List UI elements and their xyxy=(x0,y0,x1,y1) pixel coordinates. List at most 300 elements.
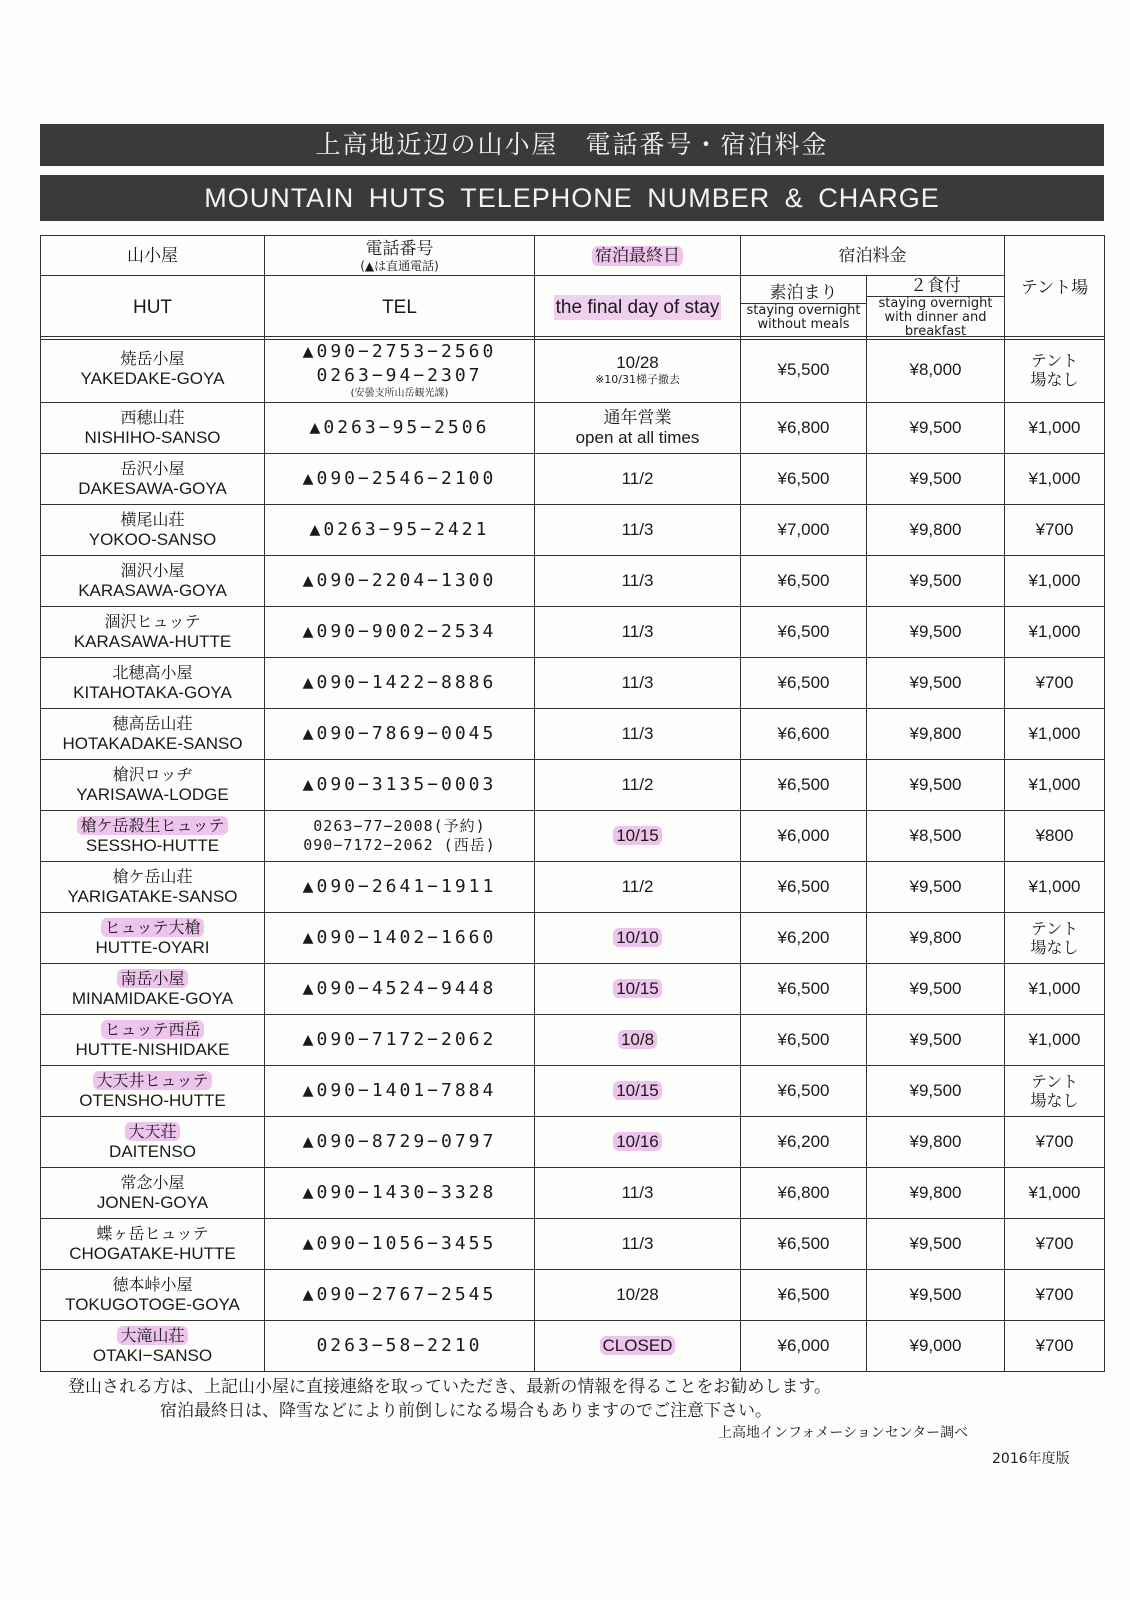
final-day-cell xyxy=(535,658,741,709)
header-hut-jp: 山小屋 xyxy=(41,236,265,276)
final-day-cell xyxy=(535,811,741,862)
no-meals-charge: ¥6,600 xyxy=(777,724,830,743)
hut-name-en: YAKEDAKE-GOYA xyxy=(80,369,225,388)
no-meals-charge: ¥6,200 xyxy=(777,928,830,947)
hut-name-jp: 徳本峠小屋 xyxy=(112,1274,193,1294)
tent-charge: ¥1,000 xyxy=(1028,418,1081,437)
table-row xyxy=(41,337,1105,403)
table-row xyxy=(41,403,1105,454)
no-meals-charge-cell xyxy=(741,1015,867,1066)
meals-charge: ¥9,500 xyxy=(909,469,962,488)
no-meals-charge: ¥5,500 xyxy=(777,359,830,379)
final-day-cell xyxy=(535,1168,741,1219)
tel-number: ▲090−2641−1911 xyxy=(302,876,497,897)
tent-cell xyxy=(1005,913,1105,964)
tent-charge: ¥700 xyxy=(1035,673,1074,692)
hut-name-jp: 横尾山荘 xyxy=(120,509,185,529)
hut-name-jp: 蝶ヶ岳ヒュッテ xyxy=(96,1223,209,1243)
meals-charge-cell xyxy=(867,1321,1005,1372)
tent-cell xyxy=(1005,658,1105,709)
final-day: 11/2 xyxy=(621,775,654,794)
tent-charge: ¥1,000 xyxy=(1028,979,1081,998)
meals-charge: ¥9,000 xyxy=(909,1336,962,1355)
no-meals-charge-cell xyxy=(741,337,867,403)
tel-cell xyxy=(265,1168,535,1219)
meals-charge: ¥9,500 xyxy=(909,877,962,896)
hut-name-cell xyxy=(41,1168,265,1219)
tent-charge: ¥1,000 xyxy=(1028,571,1081,590)
tel-number: ▲090−2767−2545 xyxy=(302,1284,497,1305)
meals-charge-cell xyxy=(867,454,1005,505)
final-day-cell xyxy=(535,454,741,505)
no-meals-charge-cell xyxy=(741,709,867,760)
tent-charge: ¥800 xyxy=(1035,826,1074,845)
tent-cell xyxy=(1005,1117,1105,1168)
tel-number: ▲090−1422−8886 xyxy=(302,672,497,693)
final-day-cell xyxy=(535,556,741,607)
tent-cell xyxy=(1005,964,1105,1015)
final-day-cell xyxy=(535,862,741,913)
tel-number: ▲090−1056−3455 xyxy=(302,1233,497,1254)
final-day: 10/15 xyxy=(613,1081,662,1100)
tel-cell xyxy=(265,1117,535,1168)
final-day: 11/3 xyxy=(621,673,654,692)
final-day-cell xyxy=(535,1015,741,1066)
table-row xyxy=(41,1066,1105,1117)
no-meals-charge: ¥6,500 xyxy=(777,1030,830,1049)
no-meals-charge: ¥6,500 xyxy=(777,622,830,641)
final-day-note: open at all times xyxy=(575,428,700,447)
hut-name-en: KARASAWA-HUTTE xyxy=(73,631,232,651)
hut-name-en: JONEN-GOYA xyxy=(96,1192,209,1212)
no-meals-charge-cell xyxy=(741,607,867,658)
final-day: 11/3 xyxy=(621,571,654,590)
tel-number: ▲090−3135−0003 xyxy=(302,774,497,795)
no-meals-charge-cell xyxy=(741,862,867,913)
meals-charge: ¥9,500 xyxy=(909,1081,962,1100)
meals-charge: ¥9,500 xyxy=(909,673,962,692)
final-day: 11/3 xyxy=(621,1234,654,1253)
final-day: 10/8 xyxy=(618,1030,657,1049)
final-day-cell xyxy=(535,1117,741,1168)
hut-name-en: KARASAWA-GOYA xyxy=(78,580,227,600)
meals-charge: ¥9,800 xyxy=(909,520,962,539)
table-row xyxy=(41,607,1105,658)
meals-charge-cell xyxy=(867,1117,1005,1168)
no-meals-charge: ¥6,000 xyxy=(777,1336,830,1355)
tel-number: ▲090−4524−9448 xyxy=(302,978,497,999)
table-row xyxy=(41,556,1105,607)
table-row xyxy=(41,1219,1105,1270)
no-meals-charge: ¥6,000 xyxy=(777,826,830,845)
no-meals-charge: ¥6,200 xyxy=(777,1132,830,1151)
final-day-cell xyxy=(535,964,741,1015)
hut-name-cell xyxy=(41,1015,265,1066)
hut-name-jp: 北穂高小屋 xyxy=(112,662,193,682)
final-day: 11/3 xyxy=(621,622,654,641)
header-no-meals: 素泊まり staying overnight without meals xyxy=(741,276,867,340)
tent-charge: ¥1,000 xyxy=(1028,775,1081,794)
no-meals-charge: ¥7,000 xyxy=(777,520,830,539)
hut-name-cell xyxy=(41,760,265,811)
no-meals-charge-cell xyxy=(741,1066,867,1117)
tent-cell xyxy=(1005,709,1105,760)
tent-charge: テント場なし xyxy=(1030,350,1079,389)
no-meals-charge-cell xyxy=(741,1270,867,1321)
tent-charge: ¥700 xyxy=(1035,1234,1074,1253)
header-table xyxy=(40,235,1105,340)
no-meals-charge: ¥6,500 xyxy=(777,1234,830,1253)
huts-table xyxy=(40,336,1105,1372)
hut-name-en: YARIGATAKE-SANSO xyxy=(67,886,238,906)
tent-charge: ¥1,000 xyxy=(1028,877,1081,896)
tel-number: ▲090−1401−7884 xyxy=(302,1080,497,1101)
no-meals-charge: ¥6,500 xyxy=(777,775,830,794)
tel-cell xyxy=(265,556,535,607)
meals-charge-cell xyxy=(867,913,1005,964)
tel-note: (安曇支所山岳観光課) xyxy=(350,387,449,399)
meals-charge: ¥9,800 xyxy=(909,1132,962,1151)
tel-number: 0263−77−2008(予約) xyxy=(313,817,486,835)
tent-cell xyxy=(1005,1015,1105,1066)
hut-name-en: OTAKI−SANSO xyxy=(92,1345,213,1365)
hut-name-jp: 大天荘 xyxy=(125,1122,179,1141)
tent-charge: ¥700 xyxy=(1035,1132,1074,1151)
meals-charge: ¥8,000 xyxy=(909,359,962,379)
hut-name-jp: 岳沢小屋 xyxy=(120,458,185,478)
tent-charge: ¥700 xyxy=(1035,1285,1074,1304)
final-day: 10/16 xyxy=(613,1132,662,1151)
tel-cell xyxy=(265,454,535,505)
table-row xyxy=(41,1015,1105,1066)
meals-charge-cell xyxy=(867,658,1005,709)
tent-cell xyxy=(1005,454,1105,505)
hut-name-jp: 槍ケ岳殺生ヒュッテ xyxy=(77,816,227,835)
hut-name-jp: 穂高岳山荘 xyxy=(112,713,193,733)
no-meals-charge: ¥6,500 xyxy=(777,1081,830,1100)
table-row xyxy=(41,1321,1105,1372)
tel-cell xyxy=(265,607,535,658)
meals-charge: ¥9,800 xyxy=(909,928,962,947)
tel-number: ▲0263−95−2506 xyxy=(309,417,490,438)
hut-name-en: DAKESAWA-GOYA xyxy=(78,478,227,498)
meals-charge: ¥9,500 xyxy=(909,979,962,998)
no-meals-charge: ¥6,500 xyxy=(777,571,830,590)
final-day: 10/15 xyxy=(613,826,662,845)
meals-charge: ¥9,500 xyxy=(909,418,962,437)
hut-name-jp: 大天井ヒュッテ xyxy=(93,1071,211,1090)
tent-cell xyxy=(1005,556,1105,607)
hut-name-cell xyxy=(41,454,265,505)
tel-cell xyxy=(265,811,535,862)
tel-number: ▲090−7172−2062 xyxy=(302,1029,497,1050)
no-meals-charge-cell xyxy=(741,556,867,607)
tent-cell xyxy=(1005,1168,1105,1219)
final-day: 10/28 xyxy=(616,1285,659,1304)
header-tent-jp: テント場 xyxy=(1005,236,1105,340)
hut-name-cell xyxy=(41,1219,265,1270)
hut-name-jp: ヒュッテ大槍 xyxy=(101,918,203,937)
meals-charge-cell xyxy=(867,760,1005,811)
header-charge-jp: 宿泊料金 xyxy=(741,236,1005,276)
hut-name-cell xyxy=(41,1321,265,1372)
meals-charge-cell xyxy=(867,964,1005,1015)
table-row xyxy=(41,862,1105,913)
no-meals-charge: ¥6,500 xyxy=(777,673,830,692)
table-row xyxy=(41,505,1105,556)
meals-charge-cell xyxy=(867,505,1005,556)
header-tel-jp: 電話番号 (▲は直通電話) xyxy=(265,236,535,276)
hut-name-en: MINAMIDAKE-GOYA xyxy=(71,988,234,1008)
tel-number: ▲090−2753−2560 xyxy=(302,340,497,362)
tel-number: ▲0263−95−2421 xyxy=(309,519,490,540)
hut-name-en: KITAHOTAKA-GOYA xyxy=(73,682,232,702)
table-row xyxy=(41,913,1105,964)
no-meals-charge-cell xyxy=(741,811,867,862)
tent-cell xyxy=(1005,1219,1105,1270)
no-meals-charge-cell xyxy=(741,760,867,811)
table-row xyxy=(41,658,1105,709)
meals-charge-cell xyxy=(867,862,1005,913)
table-row xyxy=(41,811,1105,862)
meals-charge: ¥9,500 xyxy=(909,571,962,590)
hut-name-cell xyxy=(41,811,265,862)
header-final-jp: 宿泊最終日 xyxy=(535,236,741,276)
hut-name-jp: ヒュッテ西岳 xyxy=(101,1020,203,1039)
meals-charge: ¥9,500 xyxy=(909,622,962,641)
tent-cell xyxy=(1005,505,1105,556)
tel-cell xyxy=(265,964,535,1015)
tent-cell xyxy=(1005,760,1105,811)
hut-name-jp: 西穂山荘 xyxy=(120,407,185,427)
tent-cell xyxy=(1005,1270,1105,1321)
meals-charge: ¥8,500 xyxy=(909,826,962,845)
final-day-cell xyxy=(535,403,741,454)
tent-cell xyxy=(1005,1066,1105,1117)
hut-name-cell xyxy=(41,337,265,403)
hut-name-jp: 槍ケ岳山荘 xyxy=(112,866,193,886)
hut-name-en: TOKUGOTOGE-GOYA xyxy=(65,1294,240,1314)
final-day-cell xyxy=(535,760,741,811)
tent-charge: ¥700 xyxy=(1035,1336,1074,1355)
tent-cell xyxy=(1005,1321,1105,1372)
no-meals-charge-cell xyxy=(741,1219,867,1270)
tel-number: ▲090−2546−2100 xyxy=(302,468,497,489)
final-day: 通年営業 xyxy=(603,408,672,427)
final-day: 11/2 xyxy=(621,469,654,488)
meals-charge-cell xyxy=(867,811,1005,862)
tel-cell xyxy=(265,862,535,913)
no-meals-charge: ¥6,500 xyxy=(777,877,830,896)
footer-source: 上高地インフォメーションセンター調べ xyxy=(718,1425,969,1441)
tent-charge: テント場なし xyxy=(1030,1072,1079,1110)
no-meals-charge: ¥6,500 xyxy=(777,469,830,488)
meals-charge: ¥9,500 xyxy=(909,1030,962,1049)
tel-cell xyxy=(265,1066,535,1117)
hut-name-cell xyxy=(41,658,265,709)
tel-cell xyxy=(265,337,535,403)
tel-number: ▲090−1402−1660 xyxy=(302,927,497,948)
tel-number: ▲090−2204−1300 xyxy=(302,570,497,591)
header-meals: ２食付 staying overnight with dinner and breakfast xyxy=(867,276,1005,340)
hut-name-cell xyxy=(41,556,265,607)
header-hut-en: HUT xyxy=(41,276,265,340)
tel-cell xyxy=(265,709,535,760)
tel-cell xyxy=(265,1321,535,1372)
no-meals-charge-cell xyxy=(741,913,867,964)
meals-charge: ¥9,500 xyxy=(909,775,962,794)
no-meals-charge-cell xyxy=(741,964,867,1015)
meals-charge: ¥9,500 xyxy=(909,1234,962,1253)
tel-cell xyxy=(265,1270,535,1321)
final-day-cell xyxy=(535,1066,741,1117)
hut-name-jp: 涸沢小屋 xyxy=(120,560,185,580)
table-row xyxy=(41,1168,1105,1219)
tel-cell xyxy=(265,913,535,964)
table-row xyxy=(41,1270,1105,1321)
tel-number: ▲090−9002−2534 xyxy=(302,621,497,642)
no-meals-charge-cell xyxy=(741,1168,867,1219)
meals-charge-cell xyxy=(867,607,1005,658)
final-day-note: ※10/31梯子撤去 xyxy=(595,373,680,386)
tent-charge: ¥1,000 xyxy=(1028,1030,1081,1049)
no-meals-charge: ¥6,800 xyxy=(777,418,830,437)
hut-name-en: HUTTE-OYARI xyxy=(95,937,210,957)
meals-charge: ¥9,800 xyxy=(909,724,962,743)
table-row xyxy=(41,709,1105,760)
hut-name-jp: 南岳小屋 xyxy=(117,969,187,988)
final-day-cell xyxy=(535,1270,741,1321)
final-day: 11/3 xyxy=(621,1183,654,1202)
meals-charge-cell xyxy=(867,1015,1005,1066)
tel-cell xyxy=(265,1219,535,1270)
tel-number: ▲090−1430−3328 xyxy=(302,1182,497,1203)
tel-number: ▲090−7869−0045 xyxy=(302,723,497,744)
hut-name-en: NISHIHO-SANSO xyxy=(84,427,221,447)
hut-name-jp: 大滝山荘 xyxy=(117,1326,187,1345)
final-day: 11/3 xyxy=(621,724,654,743)
final-day-cell xyxy=(535,1321,741,1372)
hut-name-en: SESSHO-HUTTE xyxy=(85,835,220,855)
title-en: MOUNTAIN HUTS TELEPHONE NUMBER & CHARGE xyxy=(40,175,1104,221)
hut-name-cell xyxy=(41,403,265,454)
tent-charge: ¥700 xyxy=(1035,520,1074,539)
hut-name-cell xyxy=(41,862,265,913)
no-meals-charge-cell xyxy=(741,454,867,505)
hut-name-cell xyxy=(41,913,265,964)
final-day-cell xyxy=(535,1219,741,1270)
tent-charge: ¥1,000 xyxy=(1028,724,1081,743)
final-day: 11/2 xyxy=(621,877,654,896)
hut-name-cell xyxy=(41,1117,265,1168)
tent-charge: ¥1,000 xyxy=(1028,469,1081,488)
hut-name-en: DAITENSO xyxy=(109,1141,196,1161)
meals-charge-cell xyxy=(867,1270,1005,1321)
final-day: 10/15 xyxy=(613,979,662,998)
final-day-cell xyxy=(535,607,741,658)
no-meals-charge: ¥6,500 xyxy=(777,1285,830,1304)
title-jp: 上高地近辺の山小屋 電話番号・宿泊料金 xyxy=(40,124,1104,166)
meals-charge-cell xyxy=(867,403,1005,454)
tent-charge: ¥1,000 xyxy=(1028,1183,1081,1202)
footer-note-1: 登山される方は、上記山小屋に直接連絡を取っていただき、最新の情報を得ることをお勧めします。 xyxy=(68,1377,831,1397)
final-day: 10/28 xyxy=(616,353,659,372)
tel-cell xyxy=(265,658,535,709)
final-day: 10/10 xyxy=(613,928,662,947)
tel-number-2: 090−7172−2062 (西岳) xyxy=(303,836,496,854)
hut-name-jp: 涸沢ヒュッテ xyxy=(104,611,201,631)
no-meals-charge-cell xyxy=(741,1117,867,1168)
tel-cell xyxy=(265,760,535,811)
meals-charge-cell xyxy=(867,709,1005,760)
tel-cell xyxy=(265,403,535,454)
final-day: CLOSED xyxy=(600,1336,676,1355)
meals-charge: ¥9,500 xyxy=(909,1285,962,1304)
table-row xyxy=(41,454,1105,505)
hut-name-en: YARISAWA-LODGE xyxy=(76,784,229,804)
no-meals-charge-cell xyxy=(741,658,867,709)
no-meals-charge-cell xyxy=(741,403,867,454)
hut-name-en: HOTAKADAKE-SANSO xyxy=(62,733,243,753)
tent-charge: テント場なし xyxy=(1030,919,1079,957)
tel-cell xyxy=(265,505,535,556)
tent-cell xyxy=(1005,337,1105,403)
header-final-en: the final day of stay xyxy=(535,276,741,340)
hut-name-jp: 常念小屋 xyxy=(120,1172,185,1192)
footer-note-2: 宿泊最終日は、降雪などにより前倒しになる場合もありますのでご注意下さい。 xyxy=(160,1401,772,1421)
tent-cell xyxy=(1005,862,1105,913)
meals-charge-cell xyxy=(867,556,1005,607)
hut-name-cell xyxy=(41,1066,265,1117)
footer-edition: 2016年度版 xyxy=(992,1451,1070,1467)
tel-number-2: 0263−94−2307 xyxy=(316,364,483,386)
tent-cell xyxy=(1005,607,1105,658)
meals-charge-cell xyxy=(867,1066,1005,1117)
table-row xyxy=(41,1117,1105,1168)
hut-name-cell xyxy=(41,964,265,1015)
header-tel-en: TEL xyxy=(265,276,535,340)
tent-charge: ¥1,000 xyxy=(1028,622,1081,641)
meals-charge-cell xyxy=(867,337,1005,403)
hut-name-en: YOKOO-SANSO xyxy=(88,529,217,549)
hut-name-jp: 槍沢ロッヂ xyxy=(112,764,193,784)
final-day-cell xyxy=(535,913,741,964)
no-meals-charge: ¥6,800 xyxy=(777,1183,830,1202)
tent-cell xyxy=(1005,811,1105,862)
no-meals-charge-cell xyxy=(741,1321,867,1372)
hut-name-jp: 焼岳小屋 xyxy=(120,349,185,368)
tel-number: 0263−58−2210 xyxy=(316,1335,483,1356)
hut-name-en: HUTTE-NISHIDAKE xyxy=(75,1039,230,1059)
meals-charge-cell xyxy=(867,1219,1005,1270)
final-day: 11/3 xyxy=(621,520,654,539)
hut-name-cell xyxy=(41,1270,265,1321)
table-row xyxy=(41,760,1105,811)
tent-cell xyxy=(1005,403,1105,454)
tel-number: ▲090−8729−0797 xyxy=(302,1131,497,1152)
hut-name-cell xyxy=(41,709,265,760)
final-day-cell xyxy=(535,505,741,556)
hut-name-cell xyxy=(41,505,265,556)
final-day-cell xyxy=(535,337,741,403)
table-row xyxy=(41,964,1105,1015)
hut-name-en: CHOGATAKE-HUTTE xyxy=(69,1243,236,1263)
no-meals-charge-cell xyxy=(741,505,867,556)
hut-name-cell xyxy=(41,607,265,658)
meals-charge-cell xyxy=(867,1168,1005,1219)
tel-cell xyxy=(265,1015,535,1066)
hut-name-en: OTENSHO-HUTTE xyxy=(79,1090,226,1110)
